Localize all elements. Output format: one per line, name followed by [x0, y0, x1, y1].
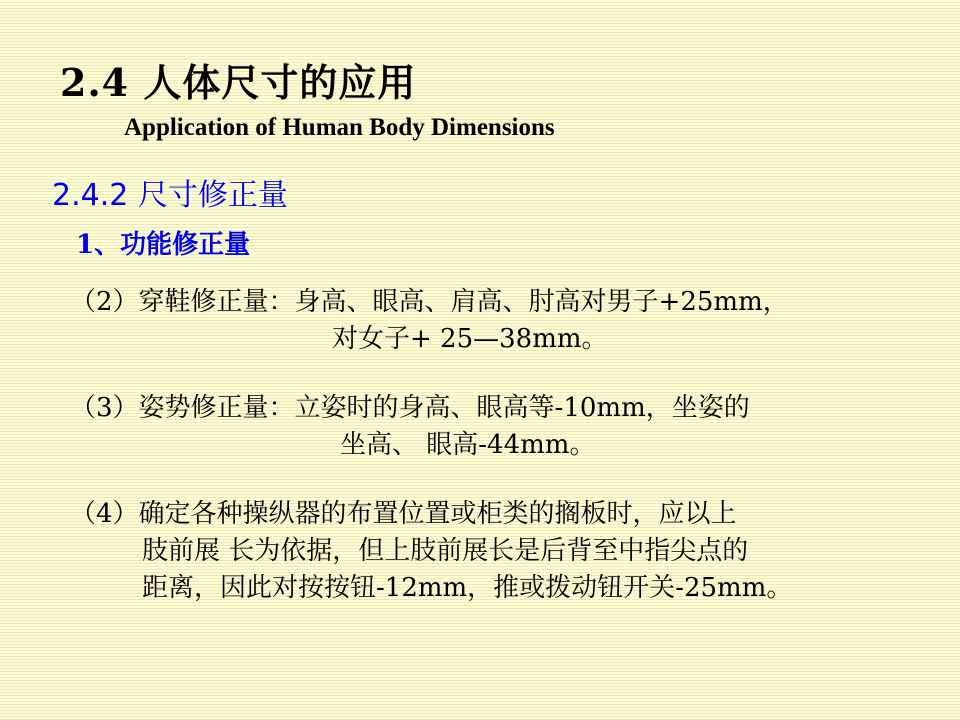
- slide-title: 2.4 人体尺寸的应用: [60, 60, 417, 105]
- list-item-control-placement: [70, 496, 792, 607]
- section-heading: 2.4.2 尺寸修正量: [52, 178, 288, 213]
- list-item-line: （3）姿势修正量：立姿时的身高、眼高等-10mm，坐姿的: [70, 393, 750, 423]
- list-item-line: 距离，因此对按按钮-12mm，推或拨动钮开关-25mm。: [142, 573, 793, 603]
- list-item-line: 坐高、 眼高-44mm。: [340, 430, 596, 460]
- slide-subtitle: Application of Human Body Dimensions: [124, 114, 555, 141]
- list-item-line: （4）确定各种操纵器的布置位置或柜类的搁板时，应以上: [70, 499, 737, 529]
- list-item-posture-correction: [70, 390, 750, 464]
- list-item-line: 对女子+ 25—38mm。: [332, 324, 608, 354]
- subsection-heading: 1、功能修正量: [76, 230, 251, 260]
- list-item-line: 肢前展 长为依据，但上肢前展长是后背至中指尖点的: [142, 536, 749, 566]
- list-item-line: （2）穿鞋修正量：身高、眼高、肩高、肘高对男子+25mm，: [70, 287, 789, 317]
- list-item-shoe-correction: [70, 284, 789, 358]
